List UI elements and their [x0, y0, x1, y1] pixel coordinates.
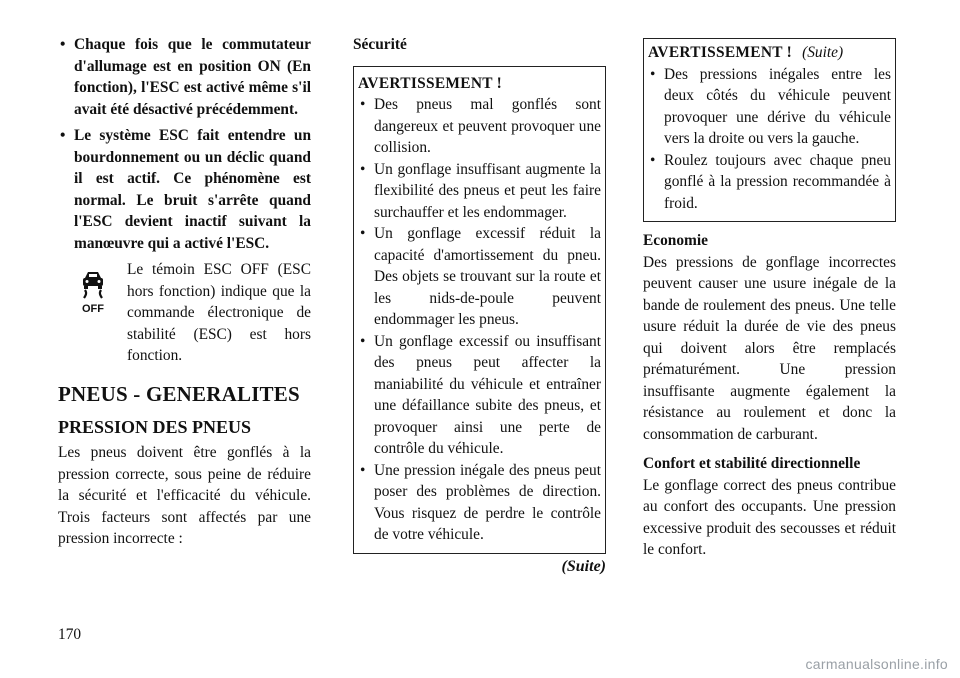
warning-title: AVERTISSEMENT !: [358, 74, 503, 92]
continued-label: (Suite): [802, 44, 844, 61]
economie-title: Economie: [643, 232, 708, 249]
confort-text: Le gonflage correct des pneus contribue au confort des occupants. Une pression excessive produit des secousses et réduit le confort.: [643, 476, 896, 558]
esc-off-indicator-block: [58, 259, 311, 369]
list-item: • Des pressions inégales entre les deux côtés du véhicule peuvent provoquer une dérive du véhicule vers la droite ou vers la gauche.: [648, 64, 891, 150]
warning-title: AVERTISSEMENT !: [648, 44, 793, 61]
list-item: • Un gonflage excessif réduit la capacité d'amortissement du pneu. Des objets se trouvant sur la route et les nids-de-poule peuvent endommager les pneus.: [358, 223, 601, 331]
esc-off-icon-label: OFF: [82, 303, 104, 314]
column-middle: [353, 34, 606, 577]
warning-bullet-list: [358, 94, 601, 546]
economie-text: Des pressions de gonflage incorrectes peuvent causer une usure inégale de la bande de roulement des pneus. Une telle usure réduit la durée de vie des pneus qui doivent alors être remplacés prématurément. Une pression insuffisante augmente également la résistance au roulement et donc la consommation de carburant.: [643, 253, 896, 443]
warning-header: [648, 42, 891, 64]
esc-bullet-list: [58, 34, 311, 254]
warning-bullet-list: [648, 64, 891, 215]
continued-label: (Suite): [561, 557, 606, 575]
warning-box: [353, 66, 606, 554]
economie-section: [643, 230, 896, 445]
list-item: • Le système ESC fait entendre un bourdonnement ou un déclic quand il est actif. Ce phénomène est normal. Le bruit s'arrête quand l'ESC devient inactif suivant la manœuvre qui a activé l'ESC.: [58, 125, 311, 254]
esc-off-icon: [76, 268, 110, 314]
warning-box-continued: [643, 38, 896, 222]
tire-pressure-paragraph: Les pneus doivent être gonflés à la pression correcte, sous peine de réduire la sécurité et l'efficacité du véhicule. Trois facteurs sont affectés par une pression incorrecte :: [58, 444, 311, 547]
confort-title: Confort et stabilité directionnelle: [643, 455, 861, 472]
page-number: 170: [58, 626, 82, 643]
column-left: [58, 34, 311, 550]
column-right: [643, 34, 896, 561]
list-item: • Un gonflage insuffisant augmente la flexibilité des pneus et peut les faire surchauffer et les endommager.: [358, 159, 601, 224]
list-item: • Des pneus mal gonflés sont dangereux et peuvent provoquer une collision.: [358, 94, 601, 159]
list-item: • Un gonflage excessif ou insuffisant des pneus peut affecter la maniabilité du véhicule et entraîner une défaillance subite des pneus, et provoquer ainsi une perte de contrôle du véhicule.: [358, 331, 601, 460]
section-heading: PNEUS - GENERALITES: [58, 382, 300, 406]
list-item: • Roulez toujours avec chaque pneu gonflé à la pression recommandée à froid.: [648, 150, 891, 215]
securite-label: Sécurité: [353, 36, 407, 53]
list-item: • Chaque fois que le commutateur d'allumage est en position ON (En fonction), l'ESC est activé même s'il avait été désactivé précédemment.: [58, 34, 311, 120]
subsection-heading: PRESSION DES PNEUS: [58, 417, 252, 437]
esc-off-description: Le témoin ESC OFF (ESC hors fonction) indique que la commande électronique de stabilité (ESC) est hors fonction.: [127, 261, 311, 364]
watermark: carmanualsonline.info: [805, 656, 948, 672]
list-item: • Une pression inégale des pneus peut poser des problèmes de direction. Vous risquez de perdre le contrôle de votre véhicule.: [358, 460, 601, 546]
confort-section: [643, 453, 896, 561]
